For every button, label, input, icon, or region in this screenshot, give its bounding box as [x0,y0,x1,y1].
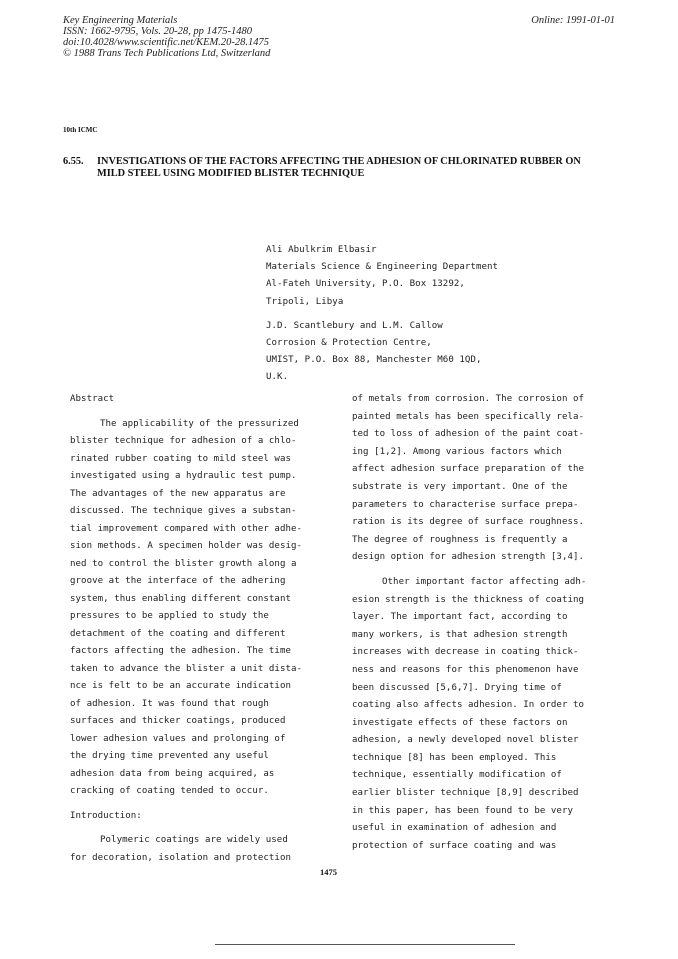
body-line: ration is its degree of surface roughness. [352,517,585,528]
body-line: coating also affects adhesion. In order to [352,700,585,711]
journal-name: Key Engineering Materials [63,15,178,26]
abstract-line: system, thus enabling different constant [70,593,291,604]
abstract-line: taken to advance the blister a unit dista- [70,663,303,674]
doi-line[interactable]: doi:10.4028/www.scientific.net/KEM.20-28.1475 [63,37,269,48]
abstract-line: factors affecting the adhesion. The time [70,646,291,656]
body-line: technique, essentially modification of [352,770,562,781]
body-line: design option for adhesion strength [3,4]. [352,552,585,563]
author-affiliations [266,242,498,387]
body-line: earlier blister technique [8,9] described [352,788,579,799]
abstract-line: cracking of coating tended to occur. [70,786,269,796]
author-block-2 [266,318,498,387]
title-line-1: INVESTIGATIONS OF THE FACTORS AFFECTING THE ADHESION OF CHLORINATED RUBBER ON [97,156,581,167]
author-line: U.K. [266,372,289,383]
paragraph-2 [352,574,586,856]
body-line: technique [8] has been employed. This [352,752,557,763]
body-line: in this paper, has been found to be very [352,805,573,816]
abstract-line: The advantages of the new apparatus are [70,488,286,499]
body-line: ted to loss of adhesion of the paint coat- [352,429,585,440]
abstract-line: tial improvement compared with other adhe- [70,523,303,534]
body-line: esion strength is the thickness of coating [352,594,585,605]
abstract-line: blister technique for adhesion of a chlo- [70,436,297,446]
abstract-line: pressures to be applied to study the [70,611,269,621]
conference-tag: 10th ICMC [63,126,98,134]
author-block-1 [266,242,498,311]
paper-title [63,156,623,180]
body-line: many workers, is that adhesion strength [352,629,568,640]
issn-line: ISSN: 1662-9795, Vols. 20-28, pp 1475-1480 [63,26,252,37]
body-line: substrate is very important. One of the [352,481,568,492]
paragraph-1 [352,391,586,567]
body-line: ness and reasons for this phenomenon have [352,664,579,675]
left-column [70,391,302,867]
body-line: investigate effects of these factors on [352,717,568,728]
body-line: affect adhesion surface preparation of the [352,464,585,475]
body-line: The degree of roughness is frequently a [352,534,568,545]
body-line: adhesion, a newly developed novel blister [352,735,579,746]
abstract-line: groove at the interface of the adhering [70,576,286,586]
right-column [352,391,586,855]
author-line: UMIST, P.O. Box 88, Manchester M60 1QD, [266,355,482,366]
abstract-line: adhesion data from being acquired, as [70,768,275,779]
body-line: increases with decrease in coating thick- [352,647,579,658]
abstract-line: rinated rubber coating to mild steel was [70,453,291,464]
abstract-line: sion methods. A specimen holder was desig- [70,541,303,551]
abstract-line: investigated using a hydraulic test pump. [70,471,297,481]
abstract-line: nce is felt to be an accurate indication [70,681,291,691]
body-line: layer. The important fact, according to [352,612,568,623]
abstract-body [70,416,302,801]
section-number: 6.55. [63,156,84,167]
abstract-line: discussed. The technique gives a substan- [70,506,297,516]
abstract-line: ned to control the blister growth along a [70,558,297,569]
introduction-heading: Introduction: [70,810,142,821]
author-line: Ali Abulkrim Elbasir [266,245,377,255]
abstract-line: of adhesion. It was found that rough [70,698,269,709]
abstract-line: surfaces and thicker coatings, produced [70,716,286,726]
copyright-line: © 1988 Trans Tech Publications Ltd, Switzerland [63,48,271,59]
body-line: ing [1,2]. Among various factors which [352,446,562,457]
body-line: been discussed [5,6,7]. Drying time of [352,682,562,693]
page-number: 1475 [320,867,337,877]
body-line: Other important factor affecting adh- [382,576,587,587]
author-line: Al-Fateh University, P.O. Box 13292, [266,279,465,290]
bottom-rule [215,944,515,945]
author-line: Corrosion & Protection Centre, [266,338,432,349]
author-line: Materials Science & Engineering Department [266,262,499,273]
author-line: J.D. Scantlebury and L.M. Callow [266,320,443,331]
title-line-2: MILD STEEL USING MODIFIED BLISTER TECHNIQUE [97,168,365,179]
abstract-line: the drying time prevented any useful [70,751,269,761]
intro-line: Polymeric coatings are widely used [100,835,288,845]
body-line: parameters to characterise surface prepa- [352,499,579,510]
body-line: painted metals has been specifically rela- [352,411,585,422]
abstract-line: The applicability of the pressurized [100,418,299,429]
abstract-line: lower adhesion values and prolonging of [70,733,286,744]
abstract-heading: Abstract [70,394,115,404]
abstract-line: detachment of the coating and different [70,628,286,639]
body-line: useful in examination of adhesion and [352,823,557,834]
intro-line: for decoration, isolation and protection [70,852,291,863]
body-line: protection of surface coating and was [352,840,557,851]
online-date: Online: 1991-01-01 [531,15,615,26]
author-line: Tripoli, Libya [266,296,344,307]
publication-header [63,15,270,59]
body-line: of metals from corrosion. The corrosion of [352,394,585,404]
introduction-body [70,832,302,867]
